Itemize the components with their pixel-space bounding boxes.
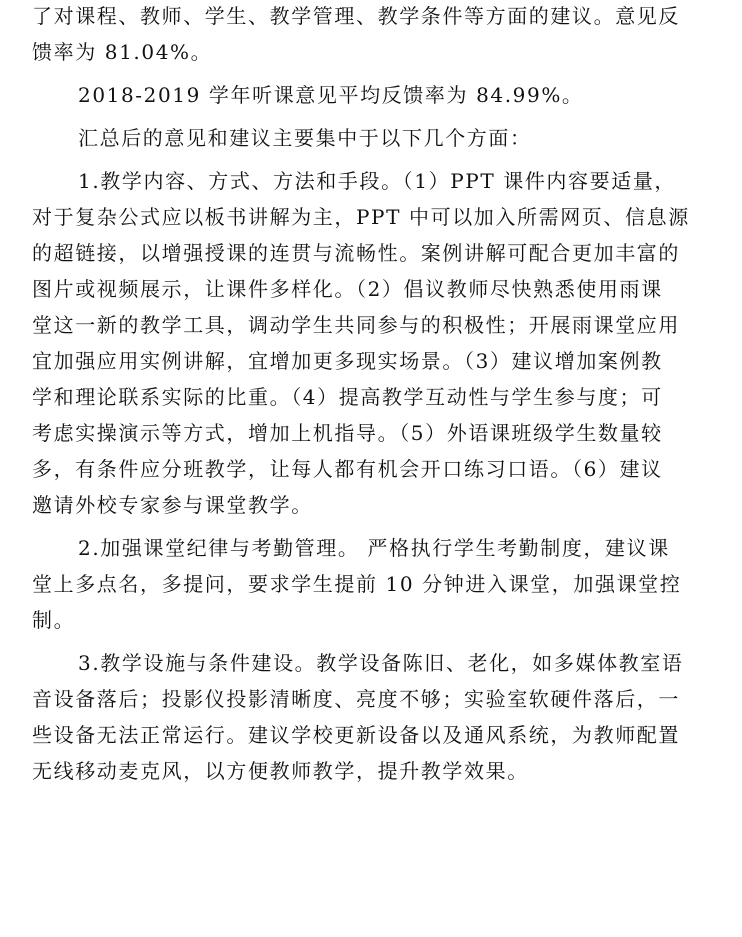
- text-line: 音设备落后；投影仪投影清晰度、亮度不够；实验室软硬件落后，一: [32, 687, 680, 711]
- text-line: 2.加强课堂纪律与考勤管理。 严格执行学生考勤制度，建议课: [78, 536, 670, 560]
- text-line: 宜加强应用实例讲解，宜增加更多现实场景。（3）建议增加案例教: [32, 349, 663, 373]
- text-line: 些设备无法正常运行。建议学校更新设备以及通风系统，为教师配置: [32, 723, 680, 747]
- paragraph-discipline: [32, 530, 712, 638]
- text-line: 学和理论联系实际的比重。（4）提高教学互动性与学生参与度；可: [32, 385, 663, 409]
- text-line: 制。: [32, 608, 76, 632]
- text-line: 堂上多点名，多提问，要求学生提前 10 分钟进入课堂，加强课堂控: [32, 572, 682, 596]
- text-line: 了对课程、教师、学生、教学管理、教学条件等方面的建议。意见反: [32, 4, 680, 28]
- text-line: 汇总后的意见和建议主要集中于以下几个方面：: [78, 126, 532, 150]
- paragraph-facilities: [32, 645, 712, 789]
- text-line: 邀请外校专家参与课堂教学。: [32, 493, 313, 517]
- document-body: [32, 0, 712, 789]
- paragraph-teaching-content: [32, 163, 712, 523]
- text-line: 对于复杂公式应以板书讲解为主，PPT 中可以加入所需网页、信息源: [32, 205, 690, 229]
- text-line: 堂这一新的教学工具，调动学生共同参与的积极性；开展雨课堂应用: [32, 313, 680, 337]
- text-line: 1.教学内容、方式、方法和手段。（1）PPT 课件内容要适量，: [78, 169, 677, 193]
- text-line: 馈率为 81.04%。: [32, 40, 213, 64]
- text-line: 多，有条件应分班教学，让每人都有机会开口练习口语。（6）建议: [32, 457, 663, 481]
- text-line: 3.教学设施与条件建设。教学设备陈旧、老化，如多媒体教室语: [78, 651, 684, 675]
- text-line: 无线移动麦克风，以方便教师教学，提升教学效果。: [32, 759, 529, 783]
- text-line: 的超链接，以增强授课的连贯与流畅性。案例讲解可配合更加丰富的: [32, 241, 680, 265]
- text-line: 2018-2019 学年听课意见平均反馈率为 84.99%。: [78, 83, 584, 107]
- text-line: 图片或视频展示，让课件多样化。（2）倡议教师尽快熟悉使用雨课: [32, 277, 663, 301]
- text-line: 考虑实操演示等方式，增加上机指导。（5）外语课班级学生数量较: [32, 421, 663, 445]
- paragraph-feedback-rate: [32, 77, 712, 113]
- paragraph-continuation: [32, 0, 712, 70]
- paragraph-summary-intro: [32, 120, 712, 156]
